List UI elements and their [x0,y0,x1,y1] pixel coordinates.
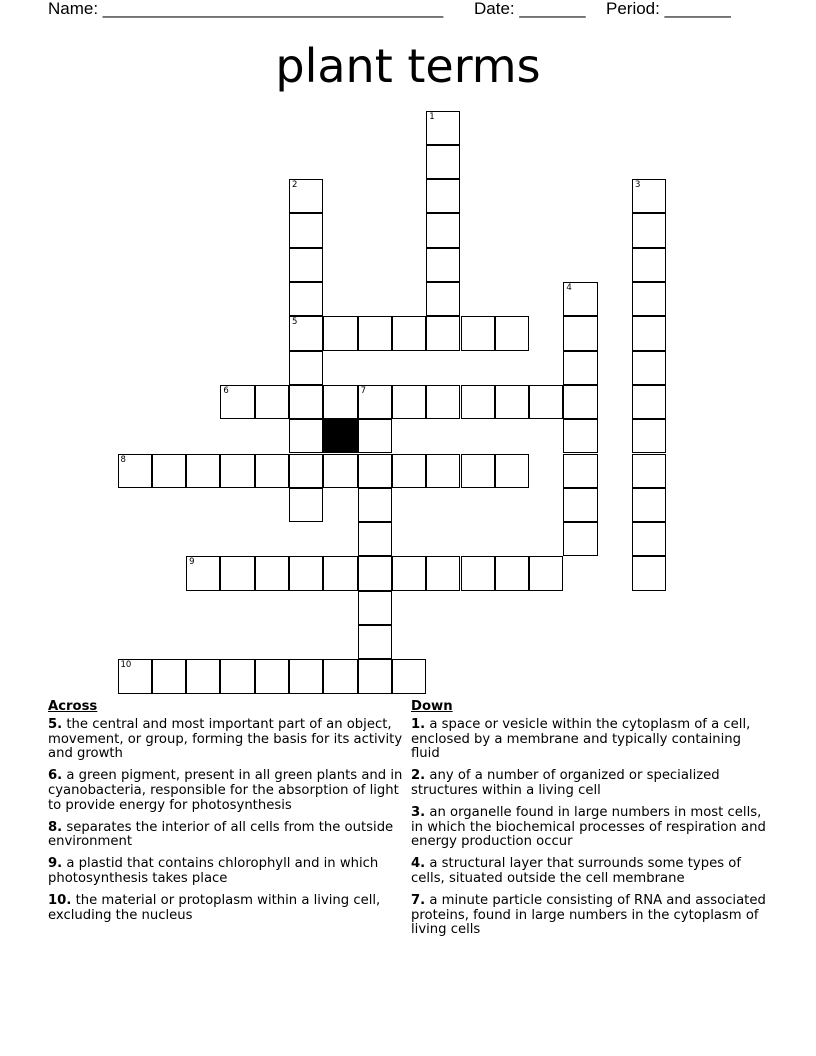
grid-cell[interactable] [358,522,392,556]
clue-number-label: 3 [635,180,641,191]
grid-cell[interactable] [289,454,323,488]
grid-cell[interactable] [289,419,323,453]
puzzle-title: plant terms [275,39,541,93]
grid-cell[interactable] [632,351,666,385]
grid-cell[interactable] [289,385,323,419]
grid-cell[interactable] [392,659,426,693]
grid-cell[interactable] [255,659,289,693]
grid-cell[interactable] [632,522,666,556]
clue-number: 10. [48,892,72,908]
grid-cell[interactable] [358,419,392,453]
grid-cell[interactable] [461,385,495,419]
grid-cell[interactable] [632,556,666,590]
clue-number-label: 1 [429,111,435,122]
clue-text: the material or protoplasm within a living cell, excluding the nucleus [48,892,381,923]
grid-cell[interactable] [426,385,460,419]
grid-cell[interactable] [255,556,289,590]
clue-number-label: 5 [292,317,298,328]
grid-cell[interactable] [461,454,495,488]
clue-number-label: 9 [189,557,195,568]
across-clue-5 [48,718,408,762]
clue-number-label: 10 [120,660,132,671]
grid-cell[interactable] [323,659,357,693]
down-clue-3 [411,806,771,850]
down-clue-2 [411,769,771,799]
grid-cell[interactable] [289,556,323,590]
clue-number: 7. [411,892,426,908]
clue-number-label: 8 [120,454,126,465]
grid-cell[interactable] [289,282,323,316]
grid-cell[interactable] [632,419,666,453]
grid-cell[interactable] [563,419,597,453]
grid-cell[interactable] [118,454,152,488]
down-heading: Down [411,699,453,714]
clue-text: a space or vesicle within the cytoplasm of a cell, enclosed by a membrane and typically containing fluid [411,716,751,762]
across-clue-6 [48,769,408,813]
clue-number: 5. [48,716,63,732]
grid-cell[interactable] [289,248,323,282]
grid-cell[interactable] [426,282,460,316]
clue-text: separates the interior of all cells from the outside environment [48,819,394,850]
grid-cell[interactable] [323,454,357,488]
grid-cell[interactable] [220,454,254,488]
grid-cell[interactable] [255,385,289,419]
grid-cell[interactable] [426,145,460,179]
grid-cell[interactable] [632,248,666,282]
clue-number-label: 2 [292,180,298,191]
down-clue-4 [411,857,771,887]
down-clue-7 [411,894,771,938]
grid-cell[interactable] [220,659,254,693]
clue-number: 1. [411,716,426,732]
grid-cell[interactable] [563,454,597,488]
grid-cell[interactable] [563,316,597,350]
grid-cell[interactable] [152,454,186,488]
date-field[interactable]: Date: _______ [474,0,586,18]
grid-cell[interactable] [495,316,529,350]
grid-cell[interactable] [426,213,460,247]
grid-cell[interactable] [426,556,460,590]
grid-cell[interactable] [152,659,186,693]
grid-cell[interactable] [289,659,323,693]
grid-cell[interactable] [392,556,426,590]
grid-cell[interactable] [426,111,460,145]
grid-cell[interactable] [426,179,460,213]
grid-cell[interactable] [289,213,323,247]
clue-number: 8. [48,819,63,835]
grid-cell[interactable] [358,488,392,522]
across-clue-8 [48,821,408,851]
grid-cell[interactable] [632,282,666,316]
grid-cell[interactable] [323,556,357,590]
clue-number: 6. [48,768,63,784]
grid-cell[interactable] [358,316,392,350]
clue-number: 9. [48,856,63,872]
clue-text: the central and most important part of an object, movement, or group, forming the basis for its activity and growth [48,716,403,762]
grid-cell[interactable] [323,385,357,419]
grid-cell[interactable] [426,454,460,488]
grid-cell[interactable] [563,351,597,385]
clue-number-label: 6 [223,385,229,396]
grid-cell[interactable] [392,385,426,419]
grid-cell[interactable] [392,316,426,350]
grid-cell[interactable] [632,385,666,419]
across-clues [48,700,408,930]
grid-cell[interactable] [563,385,597,419]
grid-cell[interactable] [632,213,666,247]
grid-cell[interactable] [495,385,529,419]
grid-cell[interactable] [461,316,495,350]
clue-number-label: 4 [566,283,572,293]
grid-cell[interactable] [289,351,323,385]
clue-text: an organelle found in large numbers in most cells, in which the biochemical processes of respiration and energy production occur [411,804,766,850]
clue-text: a green pigment, present in all green plants and in cyanobacteria, responsible for the absorption of light to provide energy for photosynthesis [48,768,403,813]
grid-cell[interactable] [426,316,460,350]
grid-cell[interactable] [186,659,220,693]
across-clue-9 [48,857,408,887]
grid-cell[interactable] [323,316,357,350]
grid-cell[interactable] [392,454,426,488]
grid-cell[interactable] [220,385,254,419]
clue-text: any of a number of organized or specialized structures within a living cell [411,768,720,798]
clue-number: 3. [411,804,426,820]
grid-cell[interactable] [358,556,392,590]
grid-cell[interactable] [118,659,152,693]
grid-cell[interactable] [632,454,666,488]
grid-cell[interactable] [495,556,529,590]
grid-cell[interactable] [461,556,495,590]
grid-cell[interactable] [358,591,392,625]
grid-cell[interactable] [358,454,392,488]
grid-cell[interactable] [632,179,666,213]
grid-cell[interactable] [358,385,392,419]
grid-cell[interactable] [426,248,460,282]
name-field[interactable]: Name: ____________________________________ [48,0,444,18]
grid-cell[interactable] [563,282,597,316]
down-clues [411,700,771,945]
grid-cell[interactable] [289,316,323,350]
across-clue-10 [48,894,408,924]
grid-cell[interactable] [358,659,392,693]
grid-cell[interactable] [186,454,220,488]
clue-number: 2. [411,768,426,784]
grid-cell[interactable] [529,556,563,590]
clue-text: a minute particle consisting of RNA and associated proteins, found in large numbers in the cytoplasm of living cells [411,892,766,938]
grid-cell[interactable] [529,385,563,419]
grid-cell[interactable] [563,522,597,556]
grid-cell[interactable] [632,316,666,350]
grid-cell[interactable] [289,179,323,213]
grid-cell[interactable] [255,454,289,488]
grid-block-cell [323,419,357,453]
clue-number: 4. [411,856,426,872]
grid-cell[interactable] [495,454,529,488]
grid-cell[interactable] [220,556,254,590]
clue-text: a plastid that contains chlorophyll and in which photosynthesis takes place [48,856,379,886]
across-heading: Across [48,699,98,714]
grid-cell[interactable] [289,488,323,522]
grid-cell[interactable] [186,556,220,590]
period-field[interactable]: Period: _______ [606,0,731,18]
grid-cell[interactable] [563,488,597,522]
clue-number-label: 7 [360,385,367,396]
down-clue-1 [411,718,771,762]
grid-cell[interactable] [632,488,666,522]
grid-cell[interactable] [358,625,392,659]
clue-text: a structural layer that surrounds some types of cells, situated outside the cell membrane [411,856,741,886]
